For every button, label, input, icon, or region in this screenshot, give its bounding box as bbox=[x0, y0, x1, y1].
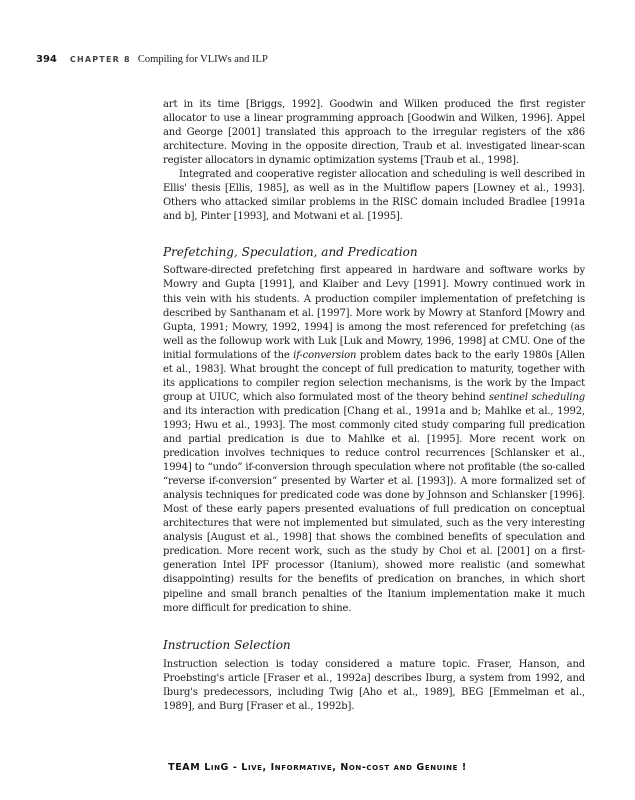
paragraph-register-allocation: art in its time [Briggs, 1992]. Goodwin and Wilken produced the first register allocator to use a linear programming approach [Goodwin and Wilken, 1996]. Appel and George [2001] translated this approach to the irregular registers of the x86 architecture. Moving in the opposite direction, Traub et al. investigated linear-scan register allocators in dynamic optimization systems [Traub et al., 1998]. bbox=[163, 99, 585, 167]
paragraph-instruction-selection: Instruction selection is today considered a mature topic. Fraser, Hanson, and Proebsting's article [Fraser et al., 1992a] describes Iburg, a system from 1992, and Iburg's predecessors, including Twig [Aho et al., 1989], BEG [Emmelman et al., 1989], and Burg [Fraser et al., 1992b]. bbox=[163, 658, 585, 712]
term-sentinel-scheduling: sentinel scheduling bbox=[488, 391, 585, 403]
page-header bbox=[36, 54, 595, 66]
body-text bbox=[163, 98, 585, 714]
paragraph-prefetching bbox=[163, 264, 585, 615]
section-heading-instruction-selection: Instruction Selection bbox=[163, 637, 291, 652]
term-if-conversion: if-conversion bbox=[293, 349, 357, 361]
paragraph-prefetching-part-c: and its interaction with predication [Chang et al., 1991a and b; Mahlke et al., 1992, 1993; Hwu et al., 1993]. The most commonly cited study comparing full predication and partial predication is due to Mahlke et al. [1995]. More recent work on predication involves techniques to reduce control recurrences [Schlansker et al., 1994] to “undo” if-conversion through speculation where not profitable (the so-called “reverse if-conversion” presented by Warter et al. [1993]). A more formalized set of analysis techniques for predicated code was done by Johnson and Schlansker [1996]. Most of these early papers presented evaluations of full predication on conceptual architectures that were not implemented but simulated, such as the very interesting analysis [August et al., 1998] that shows the combined benefits of speculation and predication. More recent work, such as the study by Choi et al. [2001] on a first-generation Intel IPF processor (Itanium), showed more realistic (and somewhat disappointing) results for the benefits of predication on branches, in which short pipeline and small branch penalties of the Itanium implementation make it much more difficult for predication to shine. bbox=[163, 405, 585, 614]
chapter-title: Compiling for VLIWs and ILP bbox=[137, 54, 268, 65]
footer-watermark: TEAM LinG - Live, Informative, Non-cost and Genuine ! bbox=[168, 762, 467, 773]
paragraph-integrated-allocation: Integrated and cooperative register allocation and scheduling is well described in Ellis' thesis [Ellis, 1985], as well as in the Multiflow papers [Lowney et al., 1993]. Others who attacked similar problems in the RISC domain included Bradlee [1991a and b], Pinter [1993], and Motwani et al. [1995]. bbox=[163, 169, 585, 223]
paragraph-prefetching-part-a: Software-directed prefetching first appeared in hardware and software works by Mowry and Gupta [1991], and Klaiber and Levy [1991]. Mowry continued work in this vein with his students. A production compiler implementation of prefetching is described by Santhanam et al. [1997]. More work by Mowry at Stanford [Mowry and Gupta, 1991; Mowry, 1992, 1994] is among the most referenced for prefetching (as well as the followup work with Luk [Luk and Mowry, 1996, 1998] at CMU. One of the initial formulations of the bbox=[163, 265, 585, 361]
section-heading-prefetching: Prefetching, Speculation, and Predication bbox=[163, 245, 418, 260]
page-number: 394 bbox=[36, 54, 57, 65]
paragraph-prefetching-part-b: problem dates back to the early 1980s [Allen et al., 1983]. What brought the concept of full predication to maturity, together with its applications to compiler region selection mechanisms, is the work by the Impact group at UIUC, which also formulated most of the theory behind bbox=[163, 349, 585, 403]
chapter-label: CHAPTER 8 bbox=[69, 55, 131, 64]
